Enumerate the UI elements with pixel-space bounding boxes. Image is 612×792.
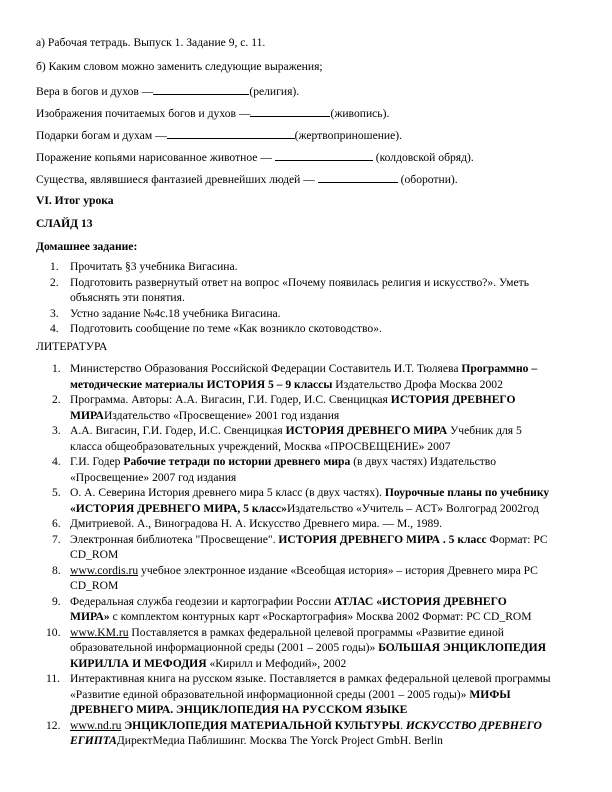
list-item: 6. Дмитриевой. А., Виноградова Н. А. Искусство Древнего мира. — М., 1989.: [52, 517, 443, 530]
fill-line-2: Изображения почитаемых богов и духов — (живопись).: [36, 107, 390, 120]
answer-blank[interactable]: [153, 84, 249, 95]
list-item: 8. www.cordis.ru учебное электронное издание «Всеобщая история» – история Древнего мира PC CD_ROM: [52, 563, 538, 592]
list-item: 9. Федеральная служба геодезии и картографии России АТЛАС «ИСТОРИЯ ДРЕВНЕГО МИРА» с комплектом контурных карт «Роскартография» Москва 2002 Формат: PC CD_ROM: [52, 594, 532, 623]
task-b: б) Каким словом можно заменить следующие выражения;: [36, 60, 323, 73]
slide-heading: СЛАЙД 13: [36, 217, 93, 230]
list-item: 1. Министерство Образования Российской Федерации Составитель И.Т. Тюляева Программно – методические материалы ИСТОРИЯ 5 – 9 классы Издательство Дрофа Москва 2002: [52, 362, 538, 391]
fill-line-4: Поражение копьями нарисованное животное — (колдовской обряд).: [36, 151, 474, 164]
list-item: 4. Подготовить сообщение по теме «Как возникло скотоводство».: [50, 322, 382, 335]
answer-blank[interactable]: [167, 128, 295, 139]
link-km[interactable]: www.KM.ru: [70, 625, 129, 639]
summary-heading: VI. Итог урока: [36, 194, 114, 207]
literature-heading: ЛИТЕРАТУРА: [36, 340, 108, 353]
link-nd[interactable]: www.nd.ru: [70, 718, 122, 732]
list-item: 4. Г.И. Годер Рабочие тетради по истории древнего мира (в двух частях) Издательство «Просвещение» 2007 год издания: [52, 455, 496, 484]
answer-blank[interactable]: [318, 172, 398, 183]
list-item: 5. О. А. Северина История древнего мира 5 класс (в двух частях). Поурочные планы по учебнику «ИСТОРИЯ ДРЕВНЕГО МИРА, 5 класс»Издательство «Учитель – АСТ» Волгоград 2002год: [52, 486, 550, 515]
list-item: 11. Интерактивная книга на русском языке. Поставляется в рамках федеральной целевой программы «Развитие единой образовательной информационной среды (2001 – 2005 годы)» МИФЫ ДРЕВНЕГО МИРА. ЭНЦИКЛОПЕДИЯ НА РУССКОМ ЯЗЫКЕ: [46, 672, 551, 716]
list-item: 12. www.nd.ru ЭНЦИКЛОПЕДИЯ МАТЕРИАЛЬНОЙ КУЛЬТУРЫ. ИСКУССТВО ДРЕВНЕГО ЕГИПТАДиректМедиа Паблишинг. Москва The Yorck Project GmbH. Berlin: [46, 718, 542, 747]
list-item: 2. Подготовить развернутый ответ на вопрос «Почему появилась религия и искусство?». Уметь объяснять эти понятия.: [50, 275, 530, 304]
literature-list: [36, 361, 581, 749]
list-item: 3. А.А. Вигасин, Г.И. Годер, И.С. Свенцицкая ИСТОРИЯ ДРЕВНЕГО МИРА Учебник для 5 класса общеобразовательных учреждений, Москва «ПРОСВЕЩЕНИЕ» 2007: [52, 424, 522, 453]
fill-line-1: Вера в богов и духов — (религия).: [36, 85, 300, 98]
task-a: а) Рабочая тетрадь. Выпуск 1. Задание 9, с. 11.: [36, 36, 266, 49]
fill-line-3: Подарки богам и духам — (жертвоприношение).: [36, 129, 403, 142]
homework-heading: Домашнее задание:: [36, 240, 138, 253]
list-item: 1. Прочитать §3 учебника Вигасина.: [50, 260, 238, 273]
list-item: 10. www.KM.ru Поставляется в рамках федеральной целевой программы «Развитие единой образовательной информационной среды (2001 – 2005 годы)» БОЛЬШАЯ ЭНЦИКЛОПЕДИЯ КИРИЛЛА И МЕФОДИЯ «Кирилл и Мефодий», 2002: [46, 625, 546, 670]
link-cordis[interactable]: www.cordis.ru: [70, 563, 139, 577]
list-item: 7. Электронная библиотека "Просвещение". ИСТОРИЯ ДРЕВНЕГО МИРА . 5 класс Формат: PC CD_ROM: [52, 532, 548, 561]
homework-list: [36, 259, 581, 337]
fill-line-5: Существа, являвшиеся фантазией древнейших людей — (оборотни).: [36, 173, 458, 186]
list-item: 2. Программа. Авторы: А.А. Вигасин, Г.И. Годер, И.С. Свенцицкая ИСТОРИЯ ДРЕВНЕГО МИРАИздательство «Просвещение» 2001 год издания: [52, 393, 516, 422]
list-item: 3. Устно задание №4с.18 учебника Вигасина.: [50, 306, 281, 320]
answer-blank[interactable]: [250, 106, 330, 117]
answer-blank[interactable]: [275, 150, 373, 161]
